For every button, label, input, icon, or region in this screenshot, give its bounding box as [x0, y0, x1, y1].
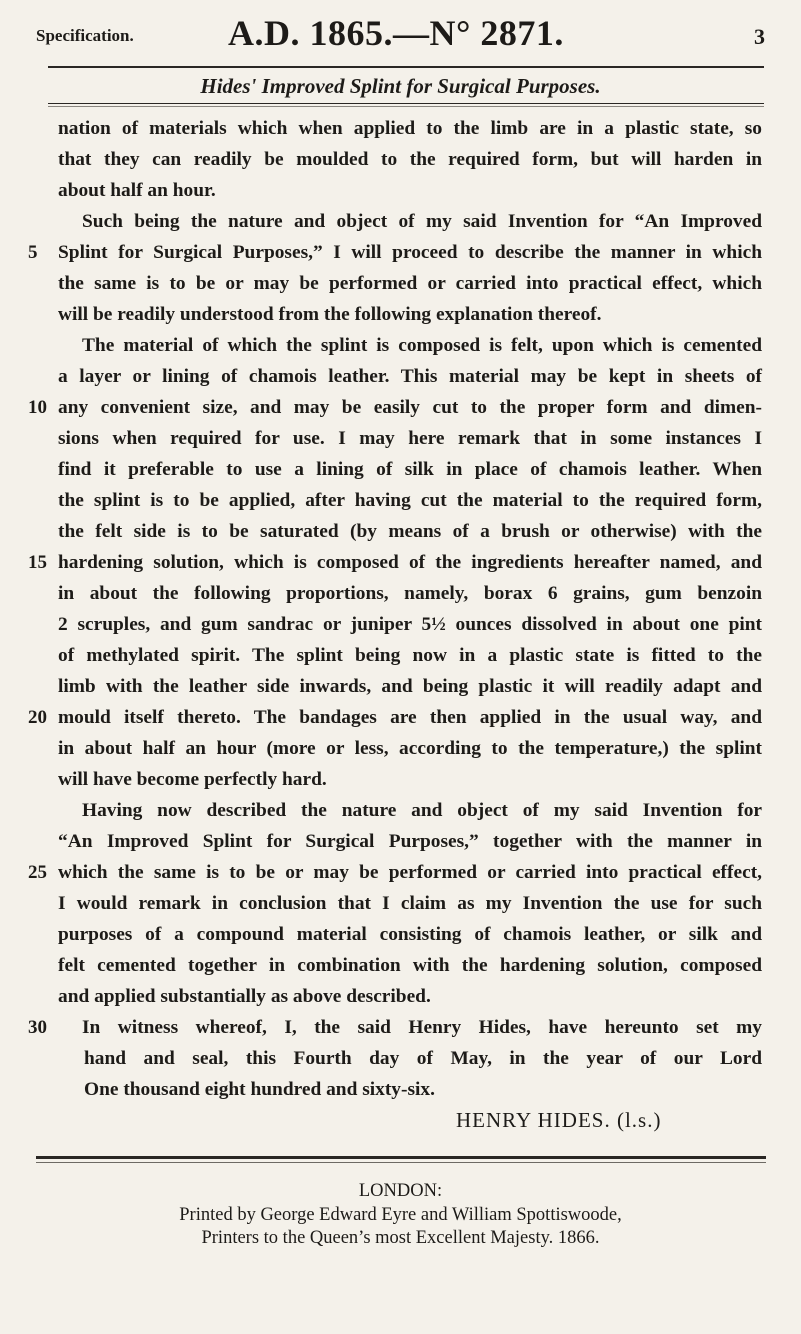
text-line: which the same is to be or may be performed or carried into practical effect,: [58, 862, 762, 883]
text-line: that they can readily be moulded to the required form, but will harden in: [58, 149, 762, 170]
text-line: “An Improved Splint for Surgical Purposes,” together with the manner in: [58, 831, 762, 852]
header-rule: [48, 66, 764, 68]
margin-line-number: 25: [28, 862, 47, 883]
footer-rule-secondary: [36, 1162, 766, 1163]
text-line: the splint is to be applied, after having cut the material to the required form,: [58, 490, 762, 511]
page-number: 3: [754, 24, 765, 49]
text-line: limb with the leather side inwards, and being plastic it will readily adapt and: [58, 676, 762, 697]
imprint-printers-to: Printers to the Queen’s most Excellent Majesty. 1866.: [201, 1228, 600, 1248]
page-subtitle: Hides' Improved Splint for Surgical Purposes.: [200, 74, 601, 98]
subtitle-rule: [48, 103, 764, 104]
subtitle-rule-secondary: [48, 106, 764, 107]
text-line: the same is to be or may be performed or carried into practical effect, which: [58, 273, 762, 294]
margin-line-number: 15: [28, 552, 47, 573]
text-line: a layer or lining of chamois leather. This material may be kept in sheets of: [58, 366, 762, 387]
text-line: Splint for Surgical Purposes,” I will proceed to describe the manner in which: [58, 242, 762, 263]
imprint-printed-by: Printed by George Edward Eyre and William Spottiswoode,: [179, 1205, 622, 1225]
imprint-city: LONDON:: [358, 1181, 443, 1201]
text-line: nation of materials which when applied to the limb are in a plastic state, so: [58, 118, 762, 139]
margin-line-number: 5: [28, 242, 38, 263]
text-line: hand and seal, this Fourth day of May, in the year of our Lord: [84, 1048, 762, 1069]
text-line: Having now described the nature and object of my said Invention for: [82, 800, 762, 821]
text-line: the felt side is to be saturated (by means of a brush or otherwise) with the: [58, 521, 762, 542]
text-line: hardening solution, which is composed of the ingredients hereafter named, and: [58, 552, 762, 573]
text-line: felt cemented together in combination with the hardening solution, composed: [58, 955, 762, 976]
footer-rule: [36, 1156, 766, 1159]
text-line: I would remark in conclusion that I claim as my Invention the use for such: [58, 893, 762, 914]
patent-title: A.D. 1865.—N° 2871.: [228, 13, 564, 53]
text-line: of methylated spirit. The splint being now in a plastic state is fitted to the: [58, 645, 762, 666]
text-line: in about the following proportions, namely, borax 6 grains, gum benzoin: [58, 583, 762, 604]
text-line: find it preferable to use a lining of silk in place of chamois leather. When: [58, 459, 762, 480]
signature: HENRY HIDES. (l.s.): [456, 1108, 662, 1132]
text-line: Such being the nature and object of my said Invention for “An Improved: [82, 211, 762, 232]
text-line: sions when required for use. I may here remark that in some instances I: [58, 428, 762, 449]
text-line: and applied substantially as above described.: [58, 986, 431, 1007]
text-line: purposes of a compound material consisting of chamois leather, or silk and: [58, 924, 762, 945]
margin-line-number: 10: [28, 397, 47, 418]
text-line: in about half an hour (more or less, according to the temperature,) the splint: [58, 738, 762, 759]
specification-label: Specification.: [36, 26, 134, 45]
text-line: about half an hour.: [58, 180, 216, 201]
text-line: One thousand eight hundred and sixty-six.: [84, 1079, 435, 1100]
text-line: mould itself thereto. The bandages are then applied in the usual way, and: [58, 707, 762, 728]
text-line: In witness whereof, I, the said Henry Hides, have hereunto set my: [82, 1017, 762, 1038]
text-line: will be readily understood from the following explanation thereof.: [58, 304, 602, 325]
text-line: The material of which the splint is composed is felt, upon which is cemented: [82, 335, 762, 356]
text-line: 2 scruples, and gum sandrac or juniper 5½ ounces dissolved in about one pint: [58, 614, 762, 635]
margin-line-number: 20: [28, 707, 47, 728]
text-line: any convenient size, and may be easily cut to the proper form and dimen-: [58, 397, 762, 418]
text-line: will have become perfectly hard.: [58, 769, 327, 790]
margin-line-number: 30: [28, 1017, 47, 1038]
